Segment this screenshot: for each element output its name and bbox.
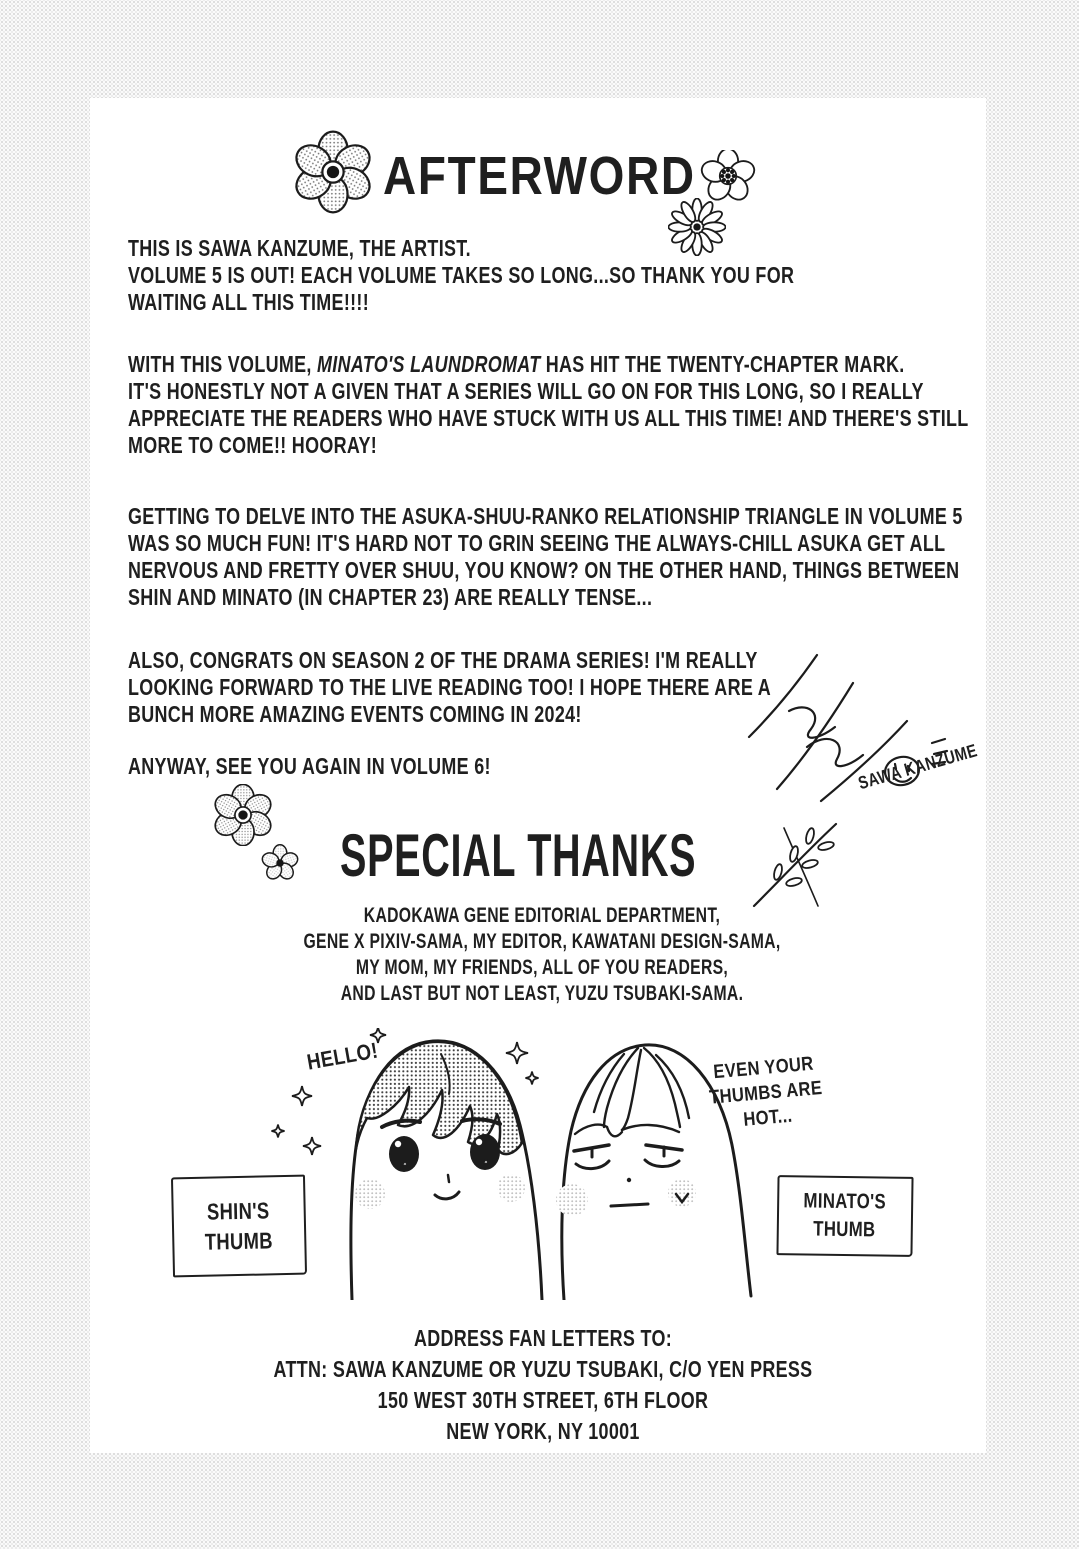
volume-paragraph-rest: IT'S HONESTLY NOT A GIVEN THAT A SERIES WILL GO ON FOR THIS LONG, SO I REALLY APPRECIATE THE READERS WHO HAVE STUCK WITH US ALL THIS TIME! AND THERE'S STILL MORE TO COME!! HOORAY! — [128, 378, 969, 458]
shin-thumb-label-box — [171, 1175, 307, 1278]
five-petal-flower-icon — [260, 843, 300, 883]
five-petal-flower-icon — [700, 150, 756, 204]
drama-paragraph: ALSO, CONGRATS ON SEASON 2 OF THE DRAMA SERIES! I'M REALLY LOOKING FORWARD TO THE LIVE READING TOO! I HOPE THERE ARE A BUNCH MORE AMAZING EVENTS COMING IN 2024! — [128, 647, 772, 727]
special-thanks-list: KADOKAWA GENE EDITORIAL DEPARTMENT, GENE X PIXIV-SAMA, MY EDITOR, KAWATANI DESIGN-SAMA, MY MOM, MY FRIENDS, ALL OF YOU READERS, AND LAST BUT NOT LEAST, YUZU TSUBAKI-SAMA. — [303, 904, 781, 1005]
shin-thumb-label: SHIN'S THUMB — [205, 1197, 274, 1255]
triangle-paragraph: GETTING TO DELVE INTO THE ASUKA-SHUU-RANKO RELATIONSHIP TRIANGLE IN VOLUME 5 WAS SO MUCH FUN! IT'S HARD NOT TO GRIN SEEING THE ALWAYS-CHILL ASUKA GET ALL NERVOUS AND FRETTY OVER SHUU, YOU KNOW? ON THE OTHER HAND, THINGS BETWEEN SHIN AND MINATO (IN CHAPTER 23) ARE REALLY TENSE... — [128, 503, 963, 610]
shin-speech-text: HELLO! — [305, 1037, 380, 1075]
volume-paragraph-line1 — [128, 351, 969, 378]
leaf-sprig-icon — [748, 820, 843, 915]
minato-speech-text: EVEN YOUR THUMBS ARE HOT... — [708, 1052, 824, 1131]
signoff-line: ANYWAY, SEE YOU AGAIN IN VOLUME 6! — [128, 753, 491, 779]
shin-thumb-drawing — [351, 1041, 542, 1300]
afterword-page — [90, 98, 986, 1453]
series-title: MINATO'S LAUNDROMAT — [317, 351, 541, 377]
volume-line1-post: HAS HIT THE TWENTY-CHAPTER MARK. — [540, 351, 905, 377]
minato-thumb-label-box — [776, 1175, 913, 1257]
volume-line1-pre: WITH THIS VOLUME, — [128, 351, 318, 377]
fan-mail-address: ADDRESS FAN LETTERS TO: ATTN: SAWA KANZUME OR YUZU TSUBAKI, C/O YEN PRESS 150 WEST 30TH STREET, 6TH FLOOR NEW YORK, NY 10001 — [273, 1325, 813, 1444]
volume-paragraph — [128, 351, 969, 459]
halftone-flower-icon — [211, 784, 275, 846]
halftone-flower-icon — [293, 130, 373, 214]
minato-thumb-label: MINATO'S THUMB — [803, 1189, 887, 1242]
signature-name: SAWA KANZUME — [856, 740, 980, 794]
page-title: AFTERWORD — [383, 146, 696, 206]
handwritten-signature — [735, 647, 965, 817]
intro-paragraph: THIS IS SAWA KANZUME, THE ARTIST. VOLUME 5 IS OUT! EACH VOLUME TAKES SO LONG...SO THANK YOU FOR WAITING ALL THIS TIME!!!! — [128, 235, 795, 315]
special-thanks-title: SPECIAL THANKS — [340, 822, 697, 889]
